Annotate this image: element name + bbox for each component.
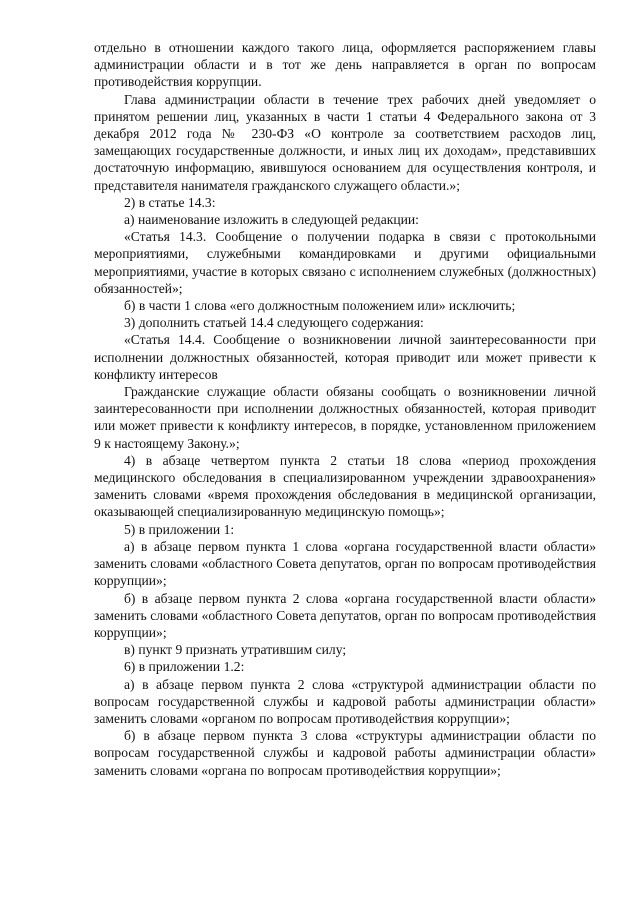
paragraph-10: 4) в абзаце четвертом пункта 2 статьи 18 слова «период прохождения медицинского обследования в специализированном учреждении здравоохранения» заменить словами «время прохождения обследования в медицинской организации, оказывающей специализированную медицинскую помощь»;	[94, 452, 596, 520]
paragraph-17: б) в абзаце первом пункта 3 слова «структуры администрации области по вопросам государственной службы и кадровой работы администрации области» заменить словами «органа по вопросам противодействия коррупции»;	[94, 728, 596, 778]
paragraph-3: 2) в статье 14.3:	[124, 194, 216, 210]
paragraph-12: а) в абзаце первом пункта 1 слова «органа государственной власти области» заменить словами «областного Совета депутатов, орган по вопросам противодействия коррупции»;	[94, 538, 596, 589]
paragraph-1: отдельно в отношении каждого такого лица, оформляется распоряжением главы администрации области и в тот же день направляется в орган по вопросам противодействия коррупции.	[94, 40, 596, 90]
paragraph-7: 3) дополнить статьей 14.4 следующего содержания:	[124, 315, 424, 331]
paragraph-11: 5) в приложении 1:	[124, 521, 235, 537]
paragraph-16: а) в абзаце первом пункта 2 слова «структурой администрации области по вопросам государственной службы и кадровой работы администрации области» заменить словами «органом по вопросам противодействия коррупции»;	[94, 676, 596, 726]
paragraph-9: Гражданские служащие области обязаны сообщать о возникновении личной заинтересованности при исполнении должностных обязанностей, которая приводит или может привести к конфликту интересов, в порядке, установленном приложением 9 к настоящему Закону.»;	[94, 384, 596, 451]
paragraph-13: б) в абзаце первом пункта 2 слова «органа государственной власти области» заменить словами «областного Совета депутатов, орган по вопросам противодействия коррупции»;	[94, 590, 596, 640]
paragraph-14: в) пункт 9 признать утратившим силу;	[124, 642, 347, 658]
paragraph-15: 6) в приложении 1.2:	[124, 659, 245, 675]
document-page	[94, 39, 596, 779]
paragraph-6: б) в части 1 слова «его должностным положением или» исключить;	[124, 298, 516, 314]
paragraph-4: а) наименование изложить в следующей редакции:	[124, 212, 419, 228]
paragraph-8: «Статья 14.4. Сообщение о возникновении личной заинтересованности при исполнении должностных обязанностей, которая приводит или может привести к конфликту интересов	[94, 332, 596, 382]
paragraph-2: Глава администрации области в течение трех рабочих дней уведомляет о принятом решении лиц, указанных в части 1 статьи 4 Федерального закона от 3 декабря 2012 года № 230-ФЗ «О контроле за соответствием расходов лиц, замещающих государственные должности, и иных лиц их доходам», представивших достаточную информацию, явившуюся основанием для осуществления контроля, и представителя нанимателя гражданского служащего области.»;	[94, 91, 596, 193]
paragraph-5: «Статья 14.3. Сообщение о получении подарка в связи с протокольными мероприятиями, служебными командировками и другими официальными мероприятиями, участие в которых связано с исполнением служебных (должностных) обязанностей»;	[94, 229, 596, 296]
